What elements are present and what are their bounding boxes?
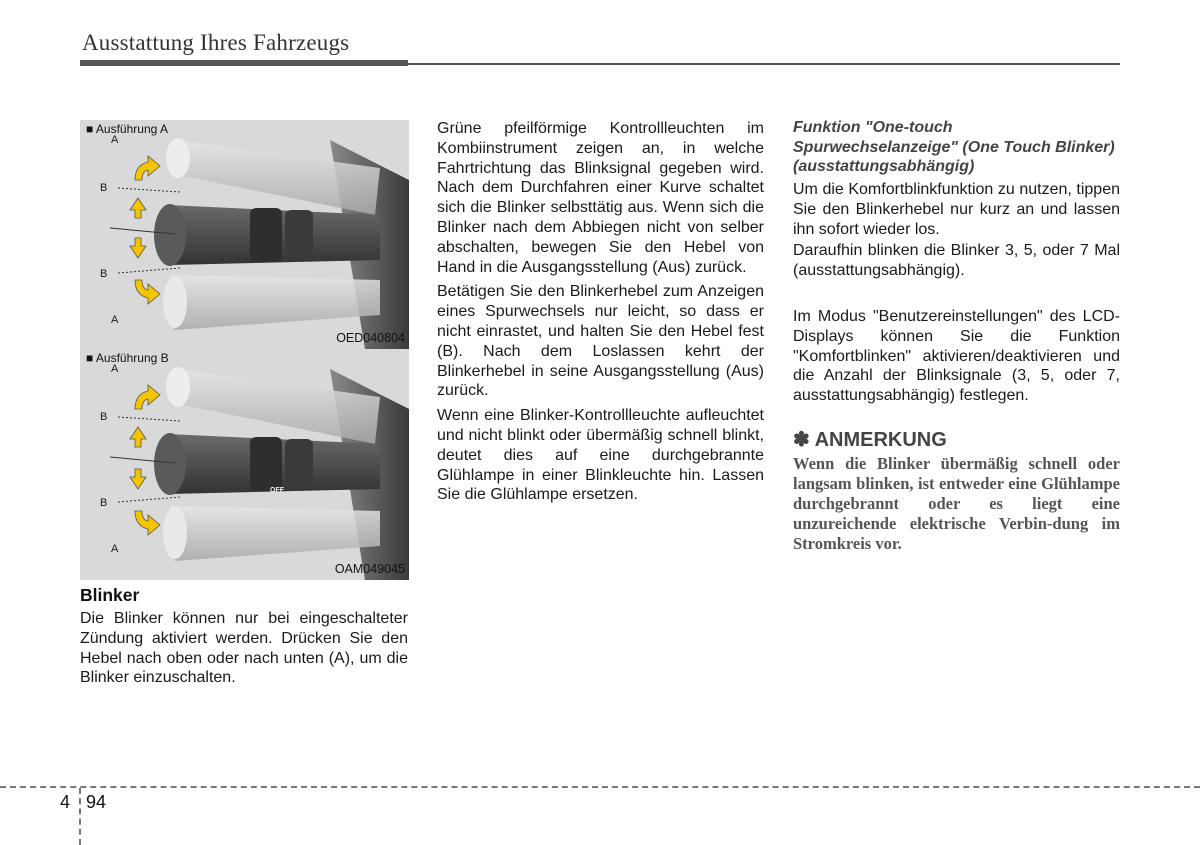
switch-off-label: OFF — [270, 487, 284, 494]
footer-rule — [0, 786, 1200, 788]
figure-code: OAM049045 — [334, 562, 405, 576]
col2-paragraph-1: Grüne pfeilförmige Kontrollleuchten im Kombiinstrument zeigen an, in welche Fahrtrichtung das Blinksignal gegeben wird. Nach dem Durchfahren einer Kurve schaltet sich die Blinker selbsttätig aus. Wenn sich die Blinker nach dem Abbiegen nicht von selber abschalten, bewegen Sie den Hebel von Hand in die Ausgangsstellung (Aus) zurück. — [437, 120, 764, 276]
turn-signal-lever-illustration-b — [80, 349, 409, 580]
blinker-paragraph — [80, 609, 408, 688]
figure-code: OED040804 — [336, 331, 405, 345]
page-header-title: Ausstattung Ihres Fahrzeugs — [82, 30, 350, 55]
figure-letter-b-bottom: B — [100, 497, 108, 509]
col3-text-2: Daraufhin blinken die Blinker 3, 5, oder 7 Mal (ausstattungsabhängig). — [793, 242, 1120, 279]
figure-letter-a-bottom: A — [111, 543, 119, 555]
col3-text-1: Um die Komfortblinkfunktion zu nutzen, tippen Sie den Blinkerhebel nur kurz an und lassen ihn sofort wieder los. — [793, 181, 1120, 238]
header-rule-thick — [80, 60, 408, 66]
col3-paragraph-1 — [793, 180, 1120, 239]
page-number: 94 — [86, 792, 107, 812]
turn-signal-lever-illustration-a — [80, 120, 409, 349]
figure-letter-a-top: A — [111, 363, 119, 375]
figure-label: ■ Ausführung B — [86, 351, 169, 365]
header-rule-thin — [408, 63, 1120, 65]
col3-paragraph-3 — [793, 307, 1120, 406]
figure-label: ■ Ausführung A — [86, 122, 168, 136]
section-heading-blinker: Blinker — [80, 585, 140, 605]
note-heading: ✽ ANMERKUNG — [793, 429, 947, 451]
note-box — [793, 454, 1120, 554]
col3-paragraph-2 — [793, 241, 1120, 281]
col2-paragraph-2: Betätigen Sie den Blinkerhebel zum Anzeigen eines Spurwechsels nur leicht, so dass er nicht einrastet, und halten Sie den Hebel fest (B). Nach dem Loslassen kehrt der Blinkerhebel in seine Ausgangsstellung (Aus) zurück. — [437, 283, 764, 400]
chapter-number: 4 — [60, 792, 71, 812]
note-text: Wenn die Blinker übermäßig schnell oder langsam blinken, ist entweder eine Glühlampe durchgebrannt oder es liegt eine unzureichende elektrische Verbin-dung im Stromkreis vor. — [793, 454, 1120, 553]
figure-letter-a-bottom: A — [111, 314, 119, 326]
figure-letter-b-top: B — [100, 182, 108, 194]
one-touch-heading: Funktion "One-touch Spurwechselanzeige" (One Touch Blinker) (ausstattungsabhängig) — [793, 119, 1115, 175]
figure-letter-b-top: B — [100, 411, 108, 423]
col2-paragraph-3: Wenn eine Blinker-Kontrollleuchte aufleuchtet und nicht blinkt oder übermäßig schnell blinkt, deutet dies auf eine durchgebrannte Glühlampe in einer Blinkleuchte hin. Lassen Sie die Glühlampe ersetzen. — [437, 407, 764, 504]
column-2 — [437, 119, 764, 505]
footer-divider — [79, 788, 81, 845]
col3-text-3: Im Modus "Benutzereinstellungen" des LCD-Displays können Sie die Funktion "Komfortblinken" aktivieren/deaktivieren und die Anzahl der Blinksignale (3, 5, oder 7, ausstattungsabhängig) festlegen. — [793, 308, 1120, 405]
blinker-text: Die Blinker können nur bei eingeschalteter Zündung aktiviert werden. Drücken Sie den Hebel nach oben oder nach unten (A), um die Blinker einzuschalten. — [80, 610, 408, 687]
figure-letter-a-top: A — [111, 134, 119, 146]
figure-variant-a — [80, 120, 409, 349]
figure-variant-b — [80, 349, 409, 580]
figure-letter-b-bottom: B — [100, 268, 108, 280]
